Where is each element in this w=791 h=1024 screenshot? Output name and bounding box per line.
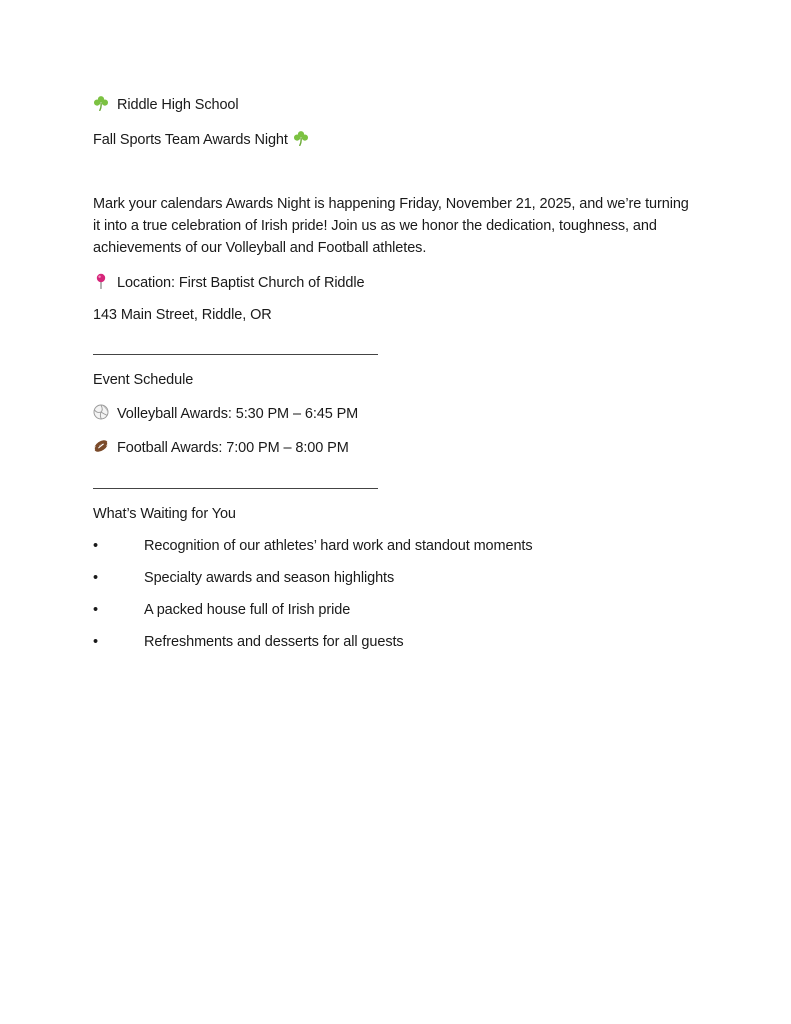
divider <box>93 488 378 489</box>
list-item: Refreshments and desserts for all guests <box>144 634 404 650</box>
event-title-line <box>93 129 309 151</box>
list-item: Recognition of our athletes’ hard work and standout moments <box>144 538 533 554</box>
bullet-marker: • <box>93 538 99 554</box>
shamrock-icon <box>293 130 309 146</box>
location-label: Location: First Baptist Church of Riddle <box>117 275 365 291</box>
divider <box>93 354 378 355</box>
volleyball-schedule <box>93 403 358 425</box>
football-schedule <box>93 437 349 459</box>
shamrock-icon <box>93 95 109 111</box>
school-name: Riddle High School <box>117 97 239 113</box>
football-icon <box>93 438 109 454</box>
school-heading <box>93 94 239 116</box>
list-item: Specialty awards and season highlights <box>144 570 395 586</box>
schedule-heading: Event Schedule <box>93 372 194 388</box>
bullet-marker: • <box>93 634 99 650</box>
address: 143 Main Street, Riddle, OR <box>93 307 272 323</box>
location-line <box>93 272 364 294</box>
bullet-marker: • <box>93 602 99 618</box>
list-item: A packed house full of Irish pride <box>144 602 351 618</box>
volleyball-time: Volleyball Awards: 5:30 PM – 6:45 PM <box>117 406 359 422</box>
waiting-heading: What’s Waiting for You <box>93 506 236 522</box>
intro-paragraph: Mark your calendars Awards Night is happening Friday, November 21, 2025, and we’re turning it into a true celebration of Irish pride! Join us as we honor the dedication, toughness, and achievements of our Volleyball and Football athletes. <box>93 196 689 256</box>
round-pushpin-icon <box>93 273 109 289</box>
bullet-marker: • <box>93 570 99 586</box>
football-time: Football Awards: 7:00 PM – 8:00 PM <box>117 440 349 456</box>
volleyball-icon <box>93 404 109 420</box>
event-title: Fall Sports Team Awards Night <box>93 132 288 148</box>
